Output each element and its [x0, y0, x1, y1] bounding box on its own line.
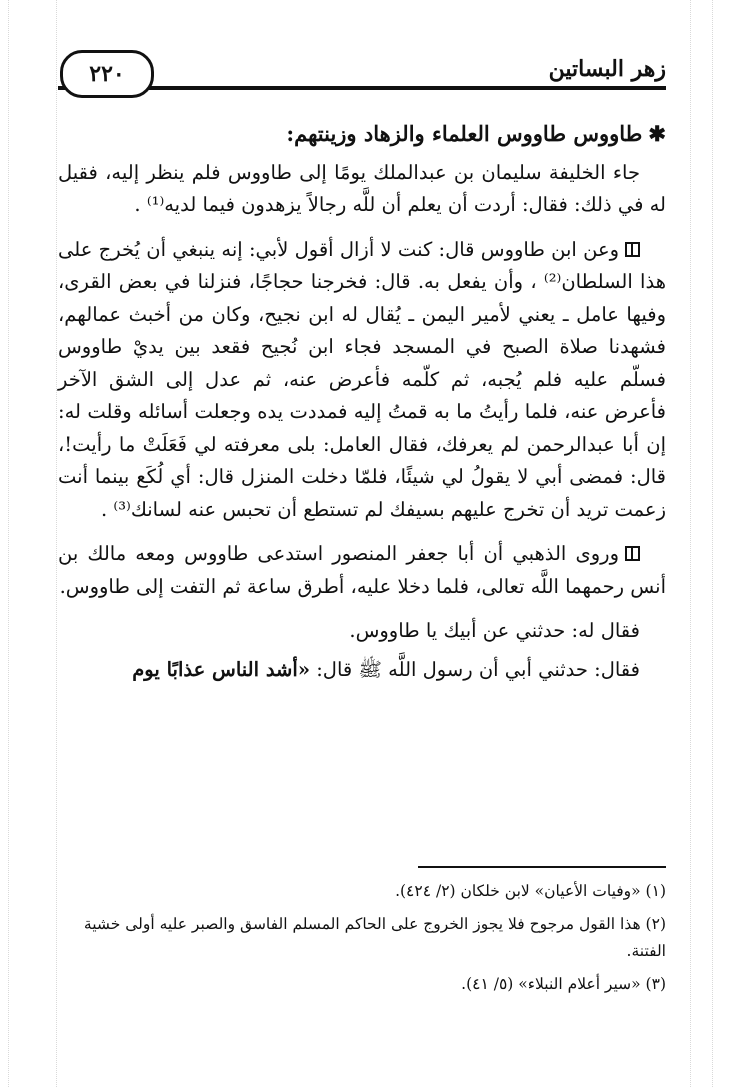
- scan-guide-line: [690, 0, 691, 1087]
- footnote: (٣) «سير أعلام النبلاء» (٥/ ٤١).: [461, 975, 666, 993]
- paragraph: [58, 654, 666, 687]
- book-title: زهر البساتين: [541, 56, 666, 82]
- page-header: [58, 50, 666, 102]
- scan-guide-line: [8, 0, 9, 1087]
- section-heading-text: طاووس طاووس العلماء والزهاد وزينتهم:: [286, 121, 643, 146]
- paragraph: فقال له: حدثني عن أبيك يا طاووس.: [349, 619, 640, 642]
- paragraph: جاء الخليفة سليمان بن عبدالملك يومًا إلى طاووس فلم ينظر إليه، فقيل له في ذلك: فقال: أردت أن يعلم أن للَّه رجالاً يزهدون فيما لديه⁽¹⁾ .: [58, 160, 666, 216]
- paragraph: [58, 234, 666, 527]
- paragraph: [58, 538, 666, 603]
- paragraph-text: وعن ابن طاووس قال: كنت لا أزال أقول لأبي: إنه ينبغي أن يُخرج على هذا السلطان⁽²⁾ ، وأن يفعل به. قال: فخرجنا حجاجًا، فنزلنا في بعض القرى، وفيها عامل ـ يعني لأمير اليمن ـ يُقال له ابن نجيح، وكان من أخبث عمالهم، فشهدنا صلاة الصبح في المسجد فجاء ابن نُجيح فقعد بين يديْ طاووس فسلّم عليه فلم يُجبه، ثم كلّمه فأعرض عنه، ثم عدل إلى الشق الآخر فأعرض عنه، فلما رأيتُ ما به قمتُ إليه فمددت يده وجعلت أسائله وقلت له: إن أبا عبدالرحمن لم يعرفك، فقال العامل: بلى معرفته لي فَعَلَتْ ما رأيت!، قال: فمضى أبي لا يقولُ لي شيئًا، فلمّا دخلت المنزل قال: أي لُكَع بينما أنت زعمت تريد أن تخرج عليهم بسيفك لم تستطع أن تحبس عنه لسانك⁽³⁾ .: [58, 237, 666, 521]
- body-text: [58, 118, 666, 692]
- footnote: (٢) هذا القول مرجوح فلا يجوز الخروج على الحاكم المسلم الفاسق والصبر عليه أولى خشية الفتنة.: [83, 915, 666, 960]
- star-icon: ✱: [648, 121, 666, 146]
- hadith-quote: «أشد الناس عذابًا يوم: [132, 657, 311, 681]
- page-number: ٢٢٠: [60, 50, 154, 98]
- scan-guide-line: [712, 0, 713, 1087]
- book-icon: [625, 242, 640, 257]
- paragraph-text: فقال: حدثني أبي أن رسول اللَّه ﷺ قال:: [316, 657, 640, 681]
- footnote: (١) «وفيات الأعيان» لابن خلكان (٢/ ٤٢٤).: [395, 882, 666, 900]
- paragraph-text: وروى الذهبي أن أبا جعفر المنصور استدعى طاووس ومعه مالك بن أنس رحمهما اللَّه تعالى، فلما دخلا عليه، أطرق ساعة ثم التفت إلى طاووس.: [58, 542, 666, 598]
- footnote-separator: [418, 866, 666, 868]
- footnotes: [58, 878, 666, 1004]
- section-heading: [58, 118, 666, 151]
- scan-guide-line: [56, 0, 57, 1087]
- book-icon: [625, 546, 640, 561]
